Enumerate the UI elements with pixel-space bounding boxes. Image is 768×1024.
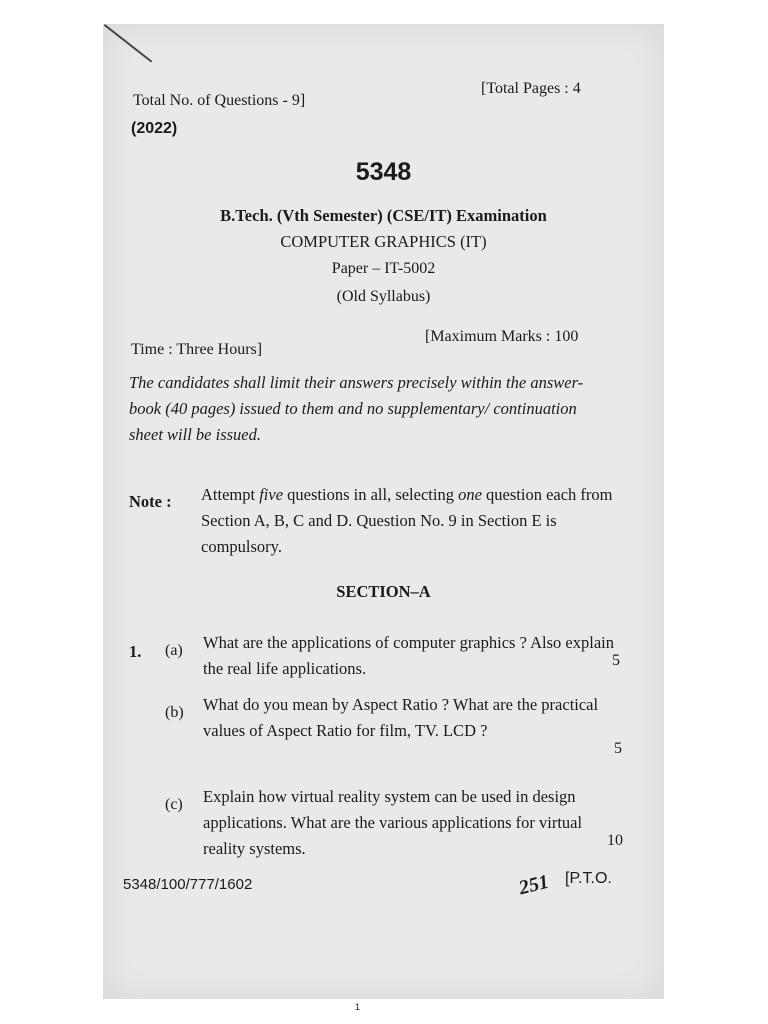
corner-fold-mark [104,24,153,63]
pto-label: [P.T.O. [565,870,612,887]
section-heading: SECTION–A [336,582,431,601]
instructions: The candidates shall limit their answers precisely within the answer-book (40 pages) issued to them and no supplementary/ continuation sheet will be issued. [129,373,584,444]
note-text-part: questions in all, selecting [283,485,459,504]
subject-title: COMPUTER GRAPHICS (IT) [280,232,487,251]
handwritten-number: 251 [516,870,552,900]
exam-paper-sheet [103,24,664,999]
part-label: (c) [165,796,183,813]
exam-year: (2022) [131,120,178,137]
part-b-text: What do you mean by Aspect Ratio ? What are the practical values of Aspect Ratio for film, TV. LCD ? [203,695,599,740]
part-a-text: What are the applications of computer graphics ? Also explain the real life applications. [203,633,614,678]
paper-code: 5348 [355,158,412,186]
part-label: (a) [165,642,183,659]
footer-code: 5348/100/777/1602 [123,876,253,893]
note-text [201,482,615,560]
total-pages: [Total Pages : 4 [481,80,581,97]
syllabus-label: (Old Syllabus) [336,288,431,305]
max-marks: [Maximum Marks : 100 [425,328,579,345]
question-number: 1. [129,642,142,661]
exam-title: B.Tech. (Vth Semester) (CSE/IT) Examination [220,206,547,225]
page-number: 1 [355,1002,361,1012]
time-label: Time : Three Hours] [131,341,263,358]
part-label: (b) [165,704,184,721]
paper-number: Paper – IT-5002 [331,260,436,277]
part-a-marks: 5 [612,652,620,669]
total-questions: Total No. of Questions - 9] [133,92,306,109]
part-c-text: Explain how virtual reality system can be used in design applications. What are the various applications for virtual reality systems. [203,787,583,858]
part-c-marks: 10 [607,832,623,849]
note-emphasis-five: five [259,485,284,504]
note-emphasis-one: one [458,485,482,504]
note-text-part: Attempt [201,485,260,504]
note-text-part: question each from Section A, B, C and D. Question No. 9 in Section E is compulsory. [201,485,613,556]
note-label: Note : [129,492,172,511]
part-b-marks: 5 [614,740,622,757]
